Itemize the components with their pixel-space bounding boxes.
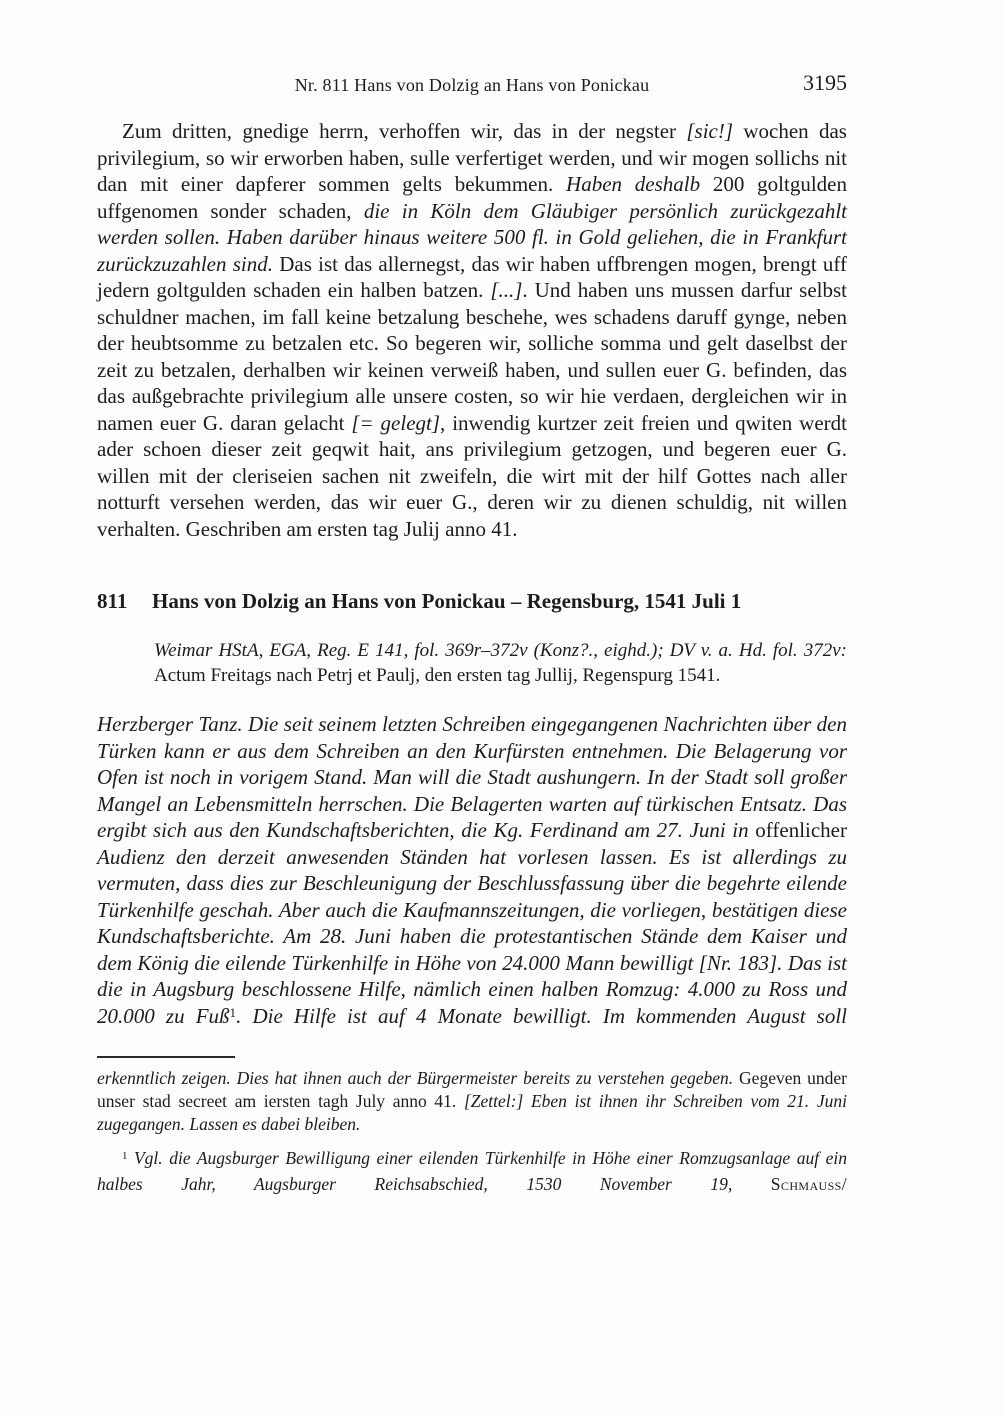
footnote-run: Gegeven under unser stad secreet am iersten tagh July anno 41. [97, 1068, 847, 1111]
summary-run: Herzberger Tanz. Die seit seinem letzten Schreiben eingegangenen Nachrichten über den Türken kann er aus dem Schreiben an den Kurfürsten entnehmen. Die Belagerung vor Ofen ist noch in vorigem Stand. Man will die Stadt aushungern. In der Stadt soll großer Mangel an Lebensmitteln herrschen. Die Belagerten warten auf türkischen Entsatz. Das ergibt sich aus den Kundschaftsberichten, die Kg. Ferdinand am 27. Juni in [97, 712, 847, 842]
footnote-run: [Zettel:] Eben ist ihnen ihr Schreiben vom 21. Juni zugegangen. Lassen es dabei bleiben. [97, 1091, 847, 1134]
editorial-note-run: [= gelegt] [351, 410, 441, 435]
entry-heading [97, 588, 847, 615]
quoted-word-run: offenlicher [755, 818, 847, 842]
editorial-note-run: die in Köln dem Gläubiger persönlich zurückgezahlt werden sollen. Haben darüber hinaus weitere 500 fl. in Gold geliehen, die in Frankfurt zurückzuzahlen sind. [97, 198, 847, 276]
entry-number: 811 [97, 589, 128, 613]
archival-source-note [154, 639, 847, 688]
dorsal-note-run: Actum Freitags nach Petrj et Paulj, den ersten tag Jullij, Regenspurg 1541. [154, 664, 721, 686]
editorial-note-run: [...] [490, 278, 523, 302]
footnote-run: Vgl. die Augsburger Bewilligung einer eilenden Türkenhilfe in Höhe einer Romzugsanlage auf ein halbes Jahr, Augsburger Reichsabschied, 1530 November 19, [97, 1148, 847, 1194]
footnote-separator-rule [97, 1056, 235, 1058]
footnote-1 [97, 1147, 847, 1196]
text-run: , inwendig kurtzer zeit freien und qwiten werdt ader schoen dieser zeit geqwit hait, ans privilegium getzogen, und begeren euer G. willen mit der cleriseien sachen nit zweifeln, die wirt mit der hilf Gottes nach aller notturft versehen werden, das wir euer G., deren wir zu dienen schuldig, nit willen verhalten. Geschriben am ersten tag Julij anno 41. [97, 410, 847, 541]
footnote-continuation [97, 1067, 847, 1136]
source-reference-run: Weimar HStA, EGA, Reg. E 141, fol. 369r–372v (Konz?., eighd.); DV v. a. Hd. fol. 372v: [154, 640, 847, 661]
page-number: 3195 [803, 70, 847, 95]
footnote-run: erkenntlich zeigen. Dies hat ihnen auch der Bürgermeister bereits zu verstehen gegeben. [97, 1068, 740, 1088]
text-run: Zum dritten, gnedige herrn, verhoffen wir, das in der negster [122, 119, 687, 143]
summary-run: . Die Hilfe ist auf 4 Monate bewilligt. Im kommenden August soll [236, 1003, 848, 1028]
running-title: Nr. 811 Hans von Dolzig an Hans von Ponickau [294, 75, 650, 95]
text-run: wochen das privilegium, so wir erworben haben, sulle verfertiget werden, und wir mogen sollichs nit dan mit einer dapferer sommen gelts bekummen. [97, 119, 847, 196]
text-run: Das ist das allernegst, das wir haben uffbrengen mogen, brengt uff jedern goltgulden schaden ein halben batzen. [97, 251, 847, 302]
editorial-note-run: [sic!] [686, 119, 734, 143]
footnote-ref: 1 [229, 1004, 237, 1020]
entry-title: Hans von Dolzig an Hans von Ponickau – Regensburg, 1541 Juli 1 [152, 589, 742, 613]
footnote-marker: 1 [122, 1150, 128, 1163]
text-run: 200 goltgulden uffgenomen sonder schaden, [97, 172, 847, 223]
author-smallcaps-run: Schmauss/ [770, 1174, 847, 1194]
letter-text-paragraph [97, 118, 847, 542]
text-run: . Und haben uns mussen darfur selbst schuldner machen, im fall keine betzalung beschehe, wes schadens daruff gynge, neben der heubtsomme zu betzalen etc. So begeren wir, solliche somma und gelt daselbst der zeit zu betzalen, derhalben wir keinen verweiß haben, und sullen euer G. befinden, das das außgebrachte privilegium alle unsere costen, so wir hie verdaen, dergleichen wir in namen euer G. daran gelacht [97, 278, 847, 435]
summary-run: Audienz den derzeit anwesenden Ständen hat vorlesen lassen. Es ist allerdings zu vermuten, dass dies zur Beschleunigung der Beschlussfassung über die begehrte eilende Türkenhilfe geschah. Aber auch die Kaufmannszeitungen, die vorliegen, bestätigen diese Kundschaftsberichte. Am 28. Juni haben die protestantischen Stände dem Kaiser und dem König die eilende Türkenhilfe in Höhe von 24.000 Mann bewilligt [Nr. 183]. Das ist die in Augsburg beschlossene Hilfe, nämlich einen halben Romzug: 4.000 zu Ross und 20.000 zu Fuß [97, 844, 847, 1028]
running-header [97, 70, 847, 100]
editorial-note-run: Haben deshalb [566, 172, 701, 196]
editorial-summary-paragraph [97, 711, 847, 1032]
